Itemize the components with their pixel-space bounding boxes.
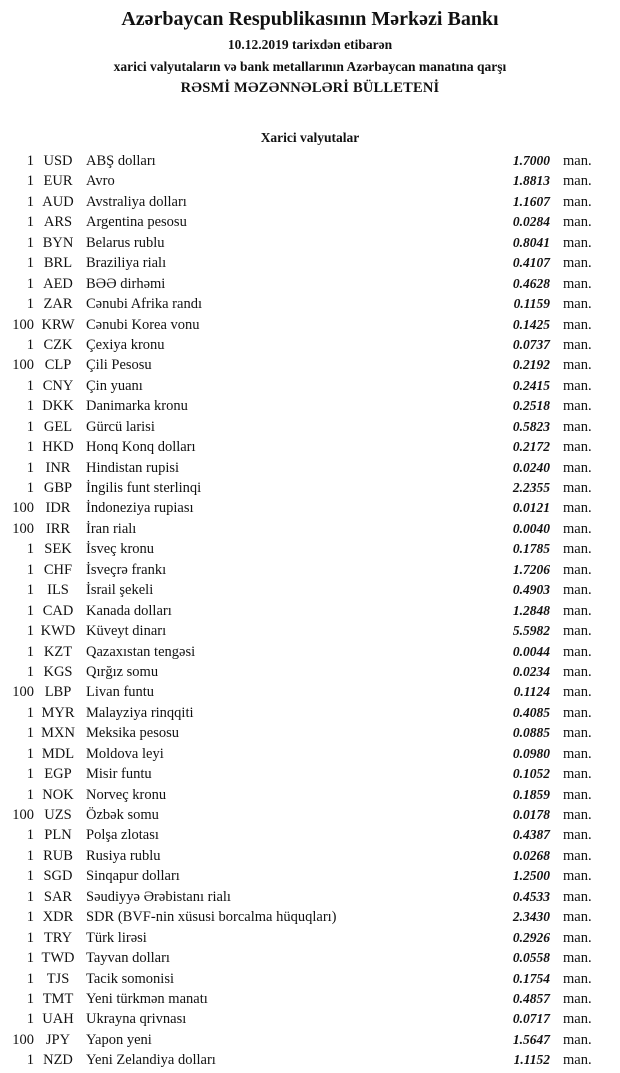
currency-rate: 0.1124: [513, 684, 550, 700]
currency-rate: 1.7206: [512, 561, 550, 577]
table-row: [0, 519, 620, 539]
currency-rate: 0.0558: [512, 950, 550, 966]
unit-label: man.: [563, 725, 592, 742]
currency-rate: 1.8813: [512, 173, 550, 189]
table-row: [0, 478, 620, 498]
currency-code: SAR: [43, 888, 73, 905]
currency-rate: 0.2415: [512, 377, 550, 393]
currency-rate: 0.1754: [512, 970, 550, 986]
unit-label: man.: [563, 745, 592, 762]
currency-code: UZS: [44, 807, 72, 823]
table-row: [0, 274, 620, 294]
currency-rate: 0.2192: [512, 357, 550, 373]
table-row: [0, 682, 620, 702]
unit-label: man.: [563, 296, 592, 313]
currency-name: Yeni Zelandiya dolları: [86, 1052, 216, 1069]
currency-quantity: 1: [26, 296, 34, 313]
table-row: [0, 539, 620, 559]
unit-label: man.: [563, 623, 592, 640]
currency-rate: 0.0284: [512, 214, 550, 230]
currency-code: LBP: [44, 684, 72, 701]
currency-name: Özbək somu: [86, 807, 159, 823]
currency-code: INR: [45, 459, 71, 476]
unit-label: man.: [563, 561, 592, 578]
table-row: [0, 294, 620, 314]
unit-label: man.: [563, 173, 592, 190]
currency-code: CHF: [43, 561, 73, 578]
table-row: [0, 560, 620, 580]
currency-quantity: 1: [26, 541, 34, 558]
table-row: [0, 642, 620, 662]
table-row: [0, 417, 620, 437]
currency-name: Küveyt dinarı: [86, 623, 167, 640]
currency-name: Livan funtu: [86, 684, 155, 701]
currency-quantity: 1: [26, 950, 34, 967]
bulletin-title: RƏSMİ MƏZƏNNƏLƏRİ BÜLLETENİ: [180, 80, 440, 96]
currency-code: NZD: [43, 1052, 73, 1069]
currency-name: Çin yuanı: [86, 377, 143, 394]
currency-code: MDL: [41, 745, 75, 762]
currency-rate: 0.1052: [512, 766, 550, 782]
currency-rate: 0.0737: [512, 336, 550, 352]
currency-rate: 0.2172: [512, 439, 550, 455]
currency-rate: 0.5823: [512, 418, 550, 434]
table-row: [0, 376, 620, 396]
currency-code: AUD: [42, 193, 74, 210]
table-row: [0, 601, 620, 621]
currency-name: Misir funtu: [86, 766, 152, 783]
table-row: [0, 703, 620, 723]
section-title-foreign-currencies: Xarici valyutalar: [260, 130, 360, 145]
currency-rate: 0.1425: [512, 316, 550, 332]
currency-name: Belarus rublu: [86, 234, 165, 251]
currency-quantity: 1: [26, 745, 34, 762]
currency-quantity: 1: [26, 173, 34, 190]
currency-rate: 0.0717: [512, 1011, 550, 1027]
currency-code: MYR: [41, 704, 75, 721]
currency-quantity: 100: [12, 520, 34, 537]
currency-quantity: 1: [26, 275, 34, 292]
currency-rate: 1.7000: [512, 153, 550, 168]
currency-quantity: 100: [12, 1031, 34, 1048]
currency-quantity: 1: [26, 786, 34, 803]
currency-name: Yeni türkmən manatı: [86, 990, 208, 1007]
unit-label: man.: [563, 500, 592, 517]
currency-code: TRY: [43, 929, 73, 946]
unit-label: man.: [563, 786, 592, 803]
currency-name: Meksika pesosu: [86, 725, 180, 742]
unit-label: man.: [563, 929, 592, 946]
table-row: [0, 315, 620, 335]
currency-code: CLP: [44, 357, 72, 374]
currency-name: Malayziya rinqqiti: [86, 704, 194, 721]
unit-label: man.: [563, 868, 592, 885]
currency-code: TJS: [46, 970, 70, 987]
currency-code: RUB: [43, 847, 73, 864]
currency-quantity: 1: [26, 990, 34, 1007]
table-row: [0, 212, 620, 232]
currency-name: Səudiyyə Ərəbistanı rialı: [86, 888, 231, 905]
currency-rate: 0.4628: [512, 275, 550, 291]
currency-rate: 0.4387: [512, 827, 550, 843]
table-row: [0, 621, 620, 641]
currency-code: TMT: [42, 990, 74, 1007]
currency-name: Çexiya kronu: [86, 336, 165, 353]
currency-quantity: 1: [26, 480, 34, 496]
currency-name: İsveç kronu: [86, 541, 155, 558]
currency-code: AED: [43, 275, 73, 292]
currency-code: ZAR: [43, 296, 73, 313]
currency-rate: 2.2355: [512, 480, 550, 495]
unit-label: man.: [563, 950, 592, 967]
currency-quantity: 1: [26, 234, 34, 251]
currency-quantity: 1: [26, 766, 34, 783]
currency-name: Hindistan rupisi: [86, 459, 180, 476]
table-row: [0, 723, 620, 743]
unit-label: man.: [563, 990, 592, 1007]
currency-code: KWD: [40, 623, 76, 640]
currency-name: Tacik somonisi: [86, 970, 174, 987]
unit-label: man.: [563, 153, 592, 169]
currency-name: Yapon yeni: [86, 1031, 152, 1048]
currency-code: KGS: [43, 663, 73, 680]
currency-rate: 0.1159: [513, 296, 550, 312]
table-row: [0, 580, 620, 600]
currency-rate: 1.5647: [512, 1031, 550, 1047]
currency-name: Honq Konq dolları: [86, 439, 196, 456]
currency-rate: 0.2518: [512, 398, 550, 414]
unit-label: man.: [563, 275, 592, 292]
table-row: [0, 253, 620, 273]
currency-quantity: 1: [26, 663, 34, 680]
currency-code: NOK: [42, 786, 74, 803]
currency-quantity: 100: [12, 357, 34, 374]
currency-name: Braziliya rialı: [86, 255, 167, 272]
currency-rate: 0.0044: [512, 643, 550, 659]
unit-label: man.: [563, 377, 592, 394]
currency-rate: 0.1785: [512, 541, 550, 557]
currency-code: DKK: [42, 398, 74, 415]
unit-label: man.: [563, 582, 592, 599]
subject-line: xarici valyutaların və bank metallarının Azərbaycan manatına qarşı: [113, 59, 507, 74]
unit-label: man.: [563, 520, 592, 537]
currency-code: PLN: [44, 827, 72, 844]
currency-rate: 0.0268: [512, 847, 550, 863]
currency-name: İndoneziya rupiası: [86, 500, 194, 517]
unit-label: man.: [563, 1031, 592, 1048]
currency-quantity: 1: [26, 193, 34, 210]
currency-name: Moldova leyi: [86, 745, 164, 762]
table-row: [0, 355, 620, 375]
currency-name: Rusiya rublu: [86, 847, 161, 864]
unit-label: man.: [563, 1052, 592, 1069]
unit-label: man.: [563, 807, 592, 823]
currency-name: BƏƏ dirhəmi: [86, 275, 166, 292]
currency-name: ABŞ dolları: [86, 153, 156, 169]
unit-label: man.: [563, 1011, 592, 1028]
table-row: [0, 437, 620, 457]
currency-quantity: 1: [26, 602, 34, 619]
currency-name: Kanada dolları: [86, 602, 172, 619]
currency-rate: 1.1607: [512, 193, 550, 209]
table-row: [0, 928, 620, 948]
bank-name-title: Azərbaycan Respublikasının Mərkəzi Bankı: [121, 8, 499, 30]
currency-name: Tayvan dolları: [86, 950, 170, 967]
currency-rate: 0.0240: [512, 459, 550, 475]
unit-label: man.: [563, 704, 592, 721]
currency-rate: 0.4903: [512, 582, 550, 598]
currency-code: KZT: [43, 643, 73, 660]
currency-rate: 2.3430: [512, 909, 550, 925]
currency-rate: 0.0885: [512, 725, 550, 741]
currency-rate: 0.0040: [512, 520, 550, 536]
unit-label: man.: [563, 970, 592, 987]
currency-quantity: 1: [26, 1052, 34, 1069]
table-row: [0, 171, 620, 191]
currency-quantity: 100: [12, 500, 34, 517]
currency-quantity: 100: [12, 684, 34, 701]
table-row: [0, 458, 620, 478]
currency-rate: 0.0121: [512, 500, 550, 516]
currency-quantity: 1: [26, 582, 34, 599]
table-row: [0, 825, 620, 845]
currency-name: Sinqapur dolları: [86, 868, 180, 885]
table-row: [0, 907, 620, 927]
table-row: [0, 396, 620, 416]
unit-label: man.: [563, 336, 592, 353]
currency-code: HKD: [42, 439, 74, 456]
currency-quantity: 100: [12, 316, 34, 333]
unit-label: man.: [563, 766, 592, 783]
table-row: [0, 744, 620, 764]
currency-code: IRR: [45, 520, 71, 537]
table-row: [0, 1030, 620, 1050]
currency-code: XDR: [42, 909, 74, 926]
currency-code: IDR: [45, 500, 71, 517]
currency-rate: 0.2926: [512, 929, 550, 945]
currency-rate: 1.1152: [513, 1052, 550, 1068]
table-row: [0, 1050, 620, 1070]
unit-label: man.: [563, 316, 592, 333]
rates-table: [0, 151, 620, 1071]
currency-name: Cənubi Afrika randı: [86, 296, 202, 313]
currency-rate: 5.5982: [512, 623, 550, 639]
currency-code: GBP: [43, 480, 73, 496]
currency-quantity: 1: [26, 1011, 34, 1028]
currency-code: SEK: [44, 541, 72, 558]
table-row: [0, 151, 620, 171]
unit-label: man.: [563, 909, 592, 926]
table-row: [0, 498, 620, 518]
currency-rate: 1.2848: [512, 602, 550, 618]
currency-code: CZK: [43, 336, 73, 353]
currency-quantity: 1: [26, 643, 34, 660]
currency-name: Türk lirəsi: [86, 929, 147, 946]
currency-quantity: 1: [26, 377, 34, 394]
currency-name: İngilis funt sterlinqi: [86, 480, 202, 496]
table-row: [0, 233, 620, 253]
currency-quantity: 1: [26, 970, 34, 987]
currency-code: UAH: [42, 1011, 74, 1028]
currency-code: CAD: [42, 602, 74, 619]
unit-label: man.: [563, 827, 592, 844]
table-row: [0, 948, 620, 968]
table-row: [0, 1009, 620, 1029]
currency-code: MXN: [41, 725, 75, 742]
table-row: [0, 887, 620, 907]
currency-name: SDR (BVF-nin xüsusi borcalma hüquqları): [86, 909, 337, 926]
unit-label: man.: [563, 439, 592, 456]
currency-rate: 0.4085: [512, 704, 550, 720]
unit-label: man.: [563, 459, 592, 476]
currency-name: Çili Pesosu: [86, 357, 152, 374]
unit-label: man.: [563, 888, 592, 905]
currency-name: Avstraliya dolları: [86, 193, 187, 210]
unit-label: man.: [563, 418, 592, 435]
currency-name: Norveç kronu: [86, 786, 167, 803]
unit-label: man.: [563, 255, 592, 272]
table-row: [0, 764, 620, 784]
unit-label: man.: [563, 847, 592, 864]
currency-quantity: 1: [26, 459, 34, 476]
unit-label: man.: [563, 234, 592, 251]
unit-label: man.: [563, 684, 592, 701]
currency-quantity: 1: [26, 623, 34, 640]
currency-quantity: 100: [12, 807, 34, 823]
currency-quantity: 1: [26, 439, 34, 456]
currency-name: Ukrayna qrivnası: [86, 1011, 187, 1028]
table-row: [0, 785, 620, 805]
unit-label: man.: [563, 357, 592, 374]
currency-rate: 0.4533: [512, 888, 550, 904]
currency-name: Danimarka kronu: [86, 398, 188, 415]
currency-code: GEL: [43, 418, 73, 435]
effective-date-line: 10.12.2019 tarixdən etibarən: [227, 37, 393, 52]
currency-quantity: 1: [26, 153, 34, 169]
currency-code: TWD: [41, 950, 75, 967]
currency-quantity: 1: [26, 398, 34, 415]
table-row: [0, 866, 620, 886]
table-row: [0, 335, 620, 355]
currency-quantity: 1: [26, 888, 34, 905]
currency-quantity: 1: [26, 909, 34, 926]
currency-quantity: 1: [26, 255, 34, 272]
currency-rate: 0.4107: [512, 255, 550, 271]
currency-name: Qırğız somu: [86, 663, 159, 680]
currency-quantity: 1: [26, 725, 34, 742]
currency-code: ARS: [43, 214, 73, 231]
currency-name: Gürcü larisi: [86, 418, 155, 435]
currency-code: EUR: [43, 173, 73, 190]
currency-quantity: 1: [26, 929, 34, 946]
currency-code: ILS: [47, 582, 69, 599]
currency-quantity: 1: [26, 868, 34, 885]
currency-name: Qazaxıstan tengəsi: [86, 643, 196, 660]
table-row: [0, 192, 620, 212]
table-row: [0, 989, 620, 1009]
unit-label: man.: [563, 480, 592, 496]
unit-label: man.: [563, 398, 592, 415]
currency-quantity: 1: [26, 847, 34, 864]
currency-code: CNY: [42, 377, 74, 394]
currency-code: USD: [43, 153, 73, 169]
unit-label: man.: [563, 541, 592, 558]
currency-quantity: 1: [26, 704, 34, 721]
unit-label: man.: [563, 193, 592, 210]
currency-code: EGP: [44, 766, 72, 783]
document-header: [0, 8, 620, 96]
currency-name: Polşa zlotası: [86, 827, 159, 844]
currency-name: İran rialı: [86, 520, 137, 537]
currency-quantity: 1: [26, 336, 34, 353]
currency-code: SGD: [43, 868, 73, 885]
unit-label: man.: [563, 643, 592, 660]
currency-code: KRW: [41, 316, 75, 333]
currency-name: Argentina pesosu: [86, 214, 187, 231]
currency-rate: 1.2500: [512, 868, 550, 884]
table-row: [0, 805, 620, 825]
currency-rate: 0.0234: [512, 663, 550, 679]
table-row: [0, 662, 620, 682]
currency-rate: 0.1859: [512, 786, 550, 802]
currency-rate: 0.8041: [512, 234, 550, 250]
unit-label: man.: [563, 214, 592, 231]
currency-quantity: 1: [26, 214, 34, 231]
currency-quantity: 1: [26, 827, 34, 844]
currency-name: Avro: [86, 173, 115, 190]
unit-label: man.: [563, 602, 592, 619]
currency-rate: 0.0980: [512, 745, 550, 761]
table-row: [0, 969, 620, 989]
currency-rate: 0.0178: [512, 807, 550, 822]
currency-name: İsveçrə frankı: [86, 561, 167, 578]
currency-code: JPY: [45, 1031, 71, 1048]
currency-code: BRL: [43, 255, 73, 272]
unit-label: man.: [563, 663, 592, 680]
currency-name: İsrail şekeli: [86, 582, 154, 599]
currency-code: BYN: [42, 234, 74, 251]
table-row: [0, 846, 620, 866]
currency-name: Cənubi Korea vonu: [86, 316, 200, 333]
currency-quantity: 1: [26, 418, 34, 435]
currency-quantity: 1: [26, 561, 34, 578]
currency-rate: 0.4857: [512, 990, 550, 1006]
